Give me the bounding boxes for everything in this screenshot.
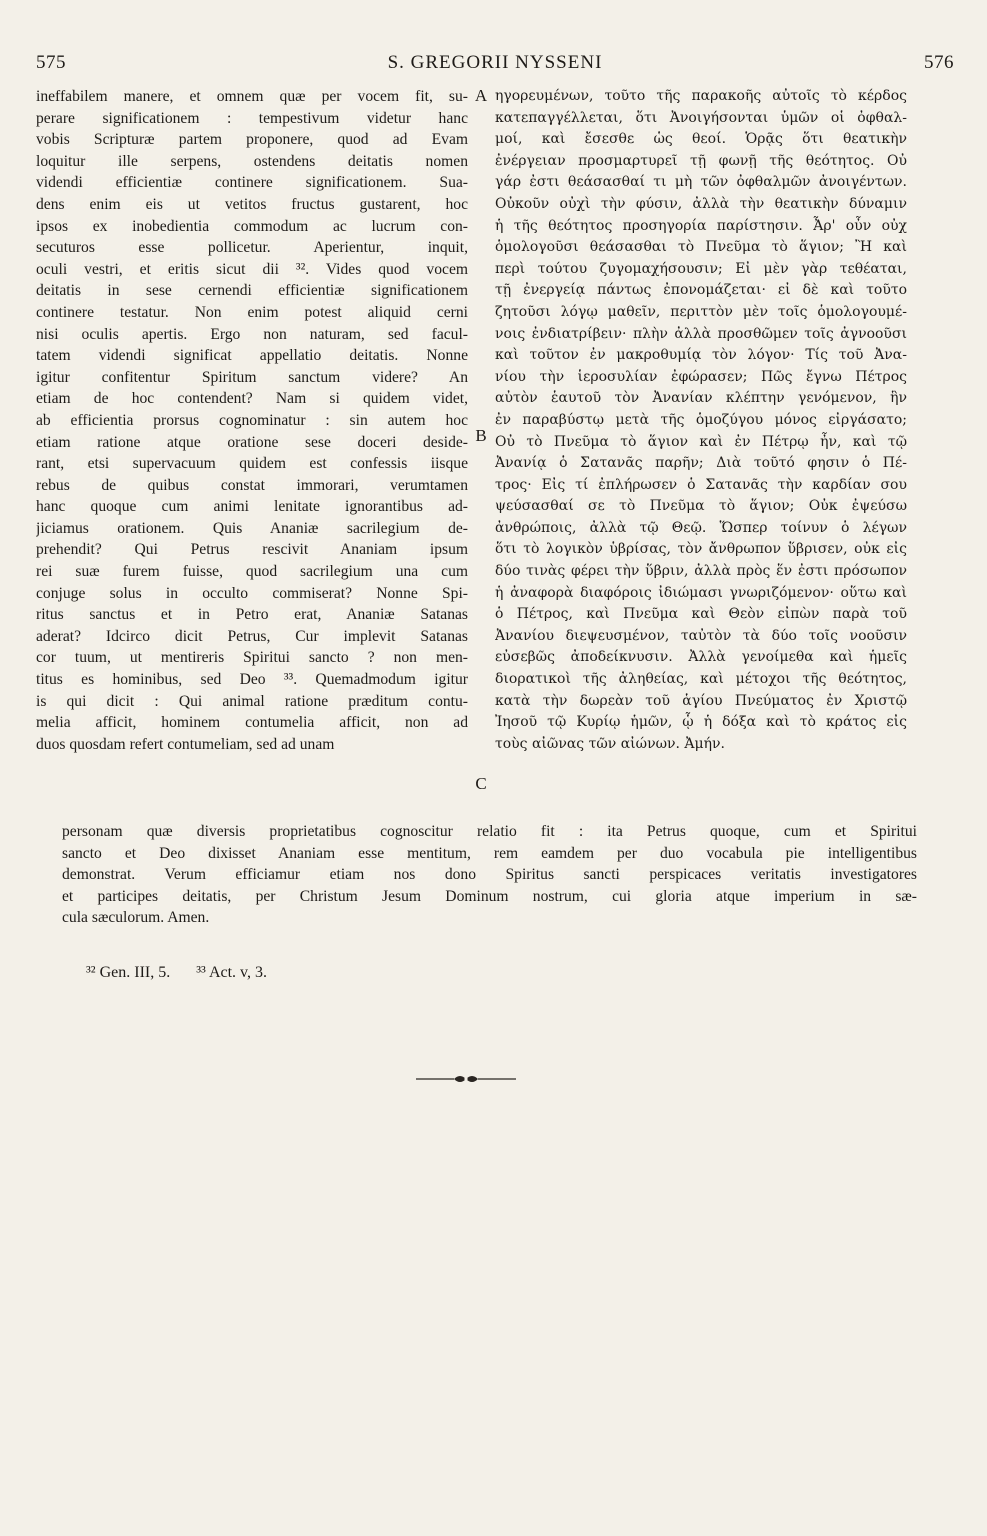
section-marker-b: B	[475, 426, 487, 445]
latin-text-line: vobis Scripturæ partem proponere, quod ad Evam	[36, 131, 468, 149]
latin-text-line: dens enim eis ut vetitos fructus gustarent, hoc	[36, 195, 468, 213]
greek-text-line: Ἰησοῦ τῷ Κυρίῳ ἡμῶν, ᾧ ἡ δόξα καὶ τὸ κράτος εἰς	[495, 714, 907, 731]
latin-text-line: demonstrat. Verum efficiamur etiam nos dono Spiritus sancti perspicaces veritatis investigatores	[62, 866, 917, 884]
latin-text-line: et participes deitatis, per Christum Jesum Dominum nostrum, cui gloria atque imperium in sæ-	[62, 887, 917, 905]
greek-text-line: αὐτὸν ἑαυτοῦ τὸν Ἀνανίαν κλέπτην γενόμενον, ἣν	[495, 390, 907, 407]
greek-text-line: νίου τὴν ἱεροσυλίαν ἐφώρασεν; Πῶς ἔγνω Πέτρος	[495, 368, 907, 385]
greek-text-line: Ἀνανίᾳ ὁ Σατανᾶς παρῆν; Διὰ τοῦτό φησιν ὁ Πέ-	[495, 455, 907, 472]
greek-text-line: καὶ τοῦτον ἐν μακροθυμίᾳ τὸν λόγον· Τίς τοῦ Ἀνα-	[495, 347, 907, 364]
latin-text-line: videndi efficientiæ continere significationem. Sua-	[36, 174, 468, 192]
latin-text-line: ritus sanctus et in Petro erat, Ananiæ Satanas	[36, 606, 468, 624]
latin-text-line: secuturos esse pollicetur. Aperientur, inquit,	[36, 239, 468, 257]
latin-text-line: rebus de quibus constat immorari, verumtamen	[36, 476, 468, 494]
latin-text-line: melia afficit, hominem contumelia afficit, non ad	[36, 714, 468, 732]
greek-text-line: ὁμολογοῦσι θεάσασθαι τὸ Πνεῦμα τὸ ἅγιον; Ἢ καὶ	[495, 239, 907, 256]
latin-text-line: ab efficientia prorsus cognominatur : sin autem hoc	[36, 411, 468, 429]
latin-text-line: continere testatur. Non enim potest aliquid cerni	[36, 303, 468, 321]
running-title: S. GREGORII NYSSENI	[387, 52, 603, 73]
greek-text-line: ἡ ἀναφορὰ διαφόροις ἰδιώμασι γνωριζόμενον· οὕτω καὶ	[495, 584, 907, 601]
latin-text-line: igitur confitentur Spiritum sanctum videre? An	[36, 368, 468, 386]
greek-text-line: μοί, καὶ ἔσεσθε ὡς θεοί. Ὁρᾷς ὅτι θεατικὴν	[495, 131, 907, 148]
latin-text-line: oculi vestri, et eritis sicut dii ³². Vides quod vocem	[36, 260, 468, 278]
latin-text-line: nisi oculis apertis. Ergo non naturam, sed facul-	[36, 325, 468, 343]
footnote: ³³ Act. v, 3.	[196, 964, 268, 981]
greek-text-line: κατὰ τὴν δωρεὰν τοῦ ἁγίου Πνεύματος ἐν Χριστῷ	[495, 692, 907, 709]
greek-text-line: Ἀνανίου διεψευσμένον, ταὐτὸν τὰ δύο τοῖς νοοῦσιν	[495, 627, 907, 644]
greek-text-line: διορατικοὶ τῆς ἀληθείας, καὶ μέτοχοι τῆς θεότητος,	[495, 671, 907, 688]
latin-text-line: jiciamus orationem. Quis Ananiæ sacrilegium de-	[36, 519, 468, 537]
latin-text-line: ineffabilem manere, et omnem quæ per vocem fit, su-	[36, 88, 468, 105]
right-page-number: 576	[924, 52, 954, 73]
latin-text-line: cor tuum, ut mentireris Spiritui sancto ? non men-	[36, 649, 468, 667]
latin-text-line: tatem videndi significat appellatio deitatis. Nonne	[36, 347, 468, 365]
latin-text-line: perare significationem : tempestivum videtur hanc	[36, 109, 468, 127]
greek-column	[495, 86, 907, 755]
latin-text-line: titus es hominibus, sed Deo ³³. Quemadmodum igitur	[36, 671, 468, 689]
latin-text-line: sancto et Deo dixisset Ananiam esse mentitum, rem eamdem per duo vocabula pie intelligentibus	[62, 844, 917, 862]
latin-text-line: ipsos ex inobedientia commodum ac lucrum con-	[36, 217, 468, 235]
greek-text-line: δύο τινὰς φέρει τὴν ὕβριν, ἀλλὰ πρὸς ἕν ἐστι πρόσωπον	[495, 563, 907, 580]
section-marker-c: C	[475, 774, 487, 793]
greek-text-line: τοὺς αἰῶνας τῶν αἰώνων. Ἀμήν.	[495, 735, 725, 752]
greek-text-line: νοις ἐνδιατρίβειν· πλὴν ἀλλὰ προσθῶμεν τοῖς ἀγνοοῦσι	[495, 325, 907, 342]
greek-text-line: ἡ τῆς θεότητος προσηγορία παρίστησιν. Ἆρ' οὖν οὐχ	[495, 217, 907, 234]
latin-text-line: loquitur ille serpens, ostendens deitatis nomen	[36, 152, 468, 170]
latin-text-line: deitatis in sese cernendi efficientiæ significationem	[36, 282, 468, 300]
latin-text-line: is qui dicit : Qui animal ratione præditum contu-	[36, 692, 468, 710]
latin-text-line: etiam de hoc contendent? Nam si quidem videt,	[36, 390, 468, 408]
section-markers	[470, 86, 492, 826]
latin-column	[36, 86, 468, 755]
footnotes	[86, 962, 289, 984]
latin-text-line: hanc quoque cum animi lenitate ignorantibus ad-	[36, 498, 468, 516]
full-width-latin-text	[62, 821, 917, 929]
greek-text-line: Οὐκοῦν οὐχὶ τὴν φύσιν, ἀλλὰ τὴν θεατικὴν δύναμιν	[495, 195, 907, 212]
greek-text-line: ηγορευμένων, τοῦτο τῆς παρακοῆς αὐτοῖς τὸ κέρδος	[495, 88, 907, 104]
greek-text-line: γάρ ἐστι θεάσασθαί τι μὴ τῶν ὀφθαλμῶν ἀνοιγέντων.	[495, 174, 907, 191]
greek-text-line: ζητοῦσι λόγῳ μαθεῖν, περιττὸν μὲν τοῖς ὁμολογουμέ-	[495, 303, 907, 320]
running-head	[36, 52, 954, 78]
greek-text-line: ὅτι τὸ λογικὸν ὑβρίσας, τὸν ἄνθρωπον ὕβρισεν, οὐκ εἰς	[495, 541, 907, 558]
footnote: ³² Gen. III, 5.	[86, 964, 171, 981]
greek-text-line: Οὐ τὸ Πνεῦμα τὸ ἅγιον καὶ ἐν Πέτρῳ ἦν, καὶ τῷ	[495, 433, 907, 450]
greek-text-line: ψεύσασθαί σε τὸ Πνεῦμα τὸ ἅγιον; Οὐκ ἐψεύσω	[495, 498, 907, 515]
ornament-divider-icon	[414, 1072, 518, 1086]
greek-text-line: ἐνέργειαν προσμαρτυρεῖ τῇ φωνῇ τῆς θεότητος. Οὐ	[495, 152, 907, 169]
greek-text-line: τῇ ἐνεργείᾳ πάντως ἐπονομάζεται· εἰ δὲ καὶ τοῦτο	[495, 282, 907, 299]
greek-text-line: κατεπαγγέλλεται, ὅτι Ἀνοιγήσονται ὑμῶν οἱ ὀφθαλ-	[495, 109, 907, 126]
latin-text-line: aderat? Idcirco dicit Petrus, Cur implevit Satanas	[36, 627, 468, 645]
greek-text-line: τρος· Εἰς τί ἐπλήρωσεν ὁ Σατανᾶς τὴν καρδίαν σου	[495, 476, 907, 493]
greek-text-line: ὁ Πέτρος, καὶ Πνεῦμα καὶ Θεὸν εἰπὼν παρὰ τοῦ	[495, 606, 907, 623]
section-marker-a: A	[474, 86, 488, 105]
greek-text-line: ἀνθρώποις, ἀλλὰ τῷ Θεῷ. Ὥσπερ τοίνυν ὁ λέγων	[495, 519, 907, 536]
latin-text-line: rant, etsi supervacuum quidem est confessis iisque	[36, 455, 468, 473]
latin-text-line: conjuge solus in occulto commiserat? Nonne Spi-	[36, 584, 468, 602]
latin-text-line: etiam ratione atque oratione sese doceri deside-	[36, 433, 468, 451]
latin-text-line: cula sæculorum. Amen.	[62, 909, 210, 927]
latin-text-line: personam quæ diversis proprietatibus cognoscitur relatio fit : ita Petrus quoque, cum et Spiritui	[62, 823, 917, 840]
latin-text-line: duos quosdam refert contumeliam, sed ad unam	[36, 735, 335, 753]
greek-text-line: περὶ τούτου ζυγομαχήσουσιν; Εἰ μὲν γὰρ τεθέαται,	[495, 260, 907, 277]
left-page-number: 575	[36, 52, 66, 73]
greek-text-line: ἐν παραβύστῳ μετὰ τῆς ὁμοζύγου μόνος εἰργάσατο;	[495, 411, 907, 428]
greek-text-line: εὐσεβῶς ἀποδείκνυσιν. Ἀλλὰ γενοίμεθα καὶ ἡμεῖς	[495, 649, 907, 666]
latin-text-line: rei suæ furem fuisse, quod sacrilegium una cum	[36, 563, 468, 581]
latin-text-line: prehendit? Qui Petrus rescivit Ananiam ipsum	[36, 541, 468, 559]
